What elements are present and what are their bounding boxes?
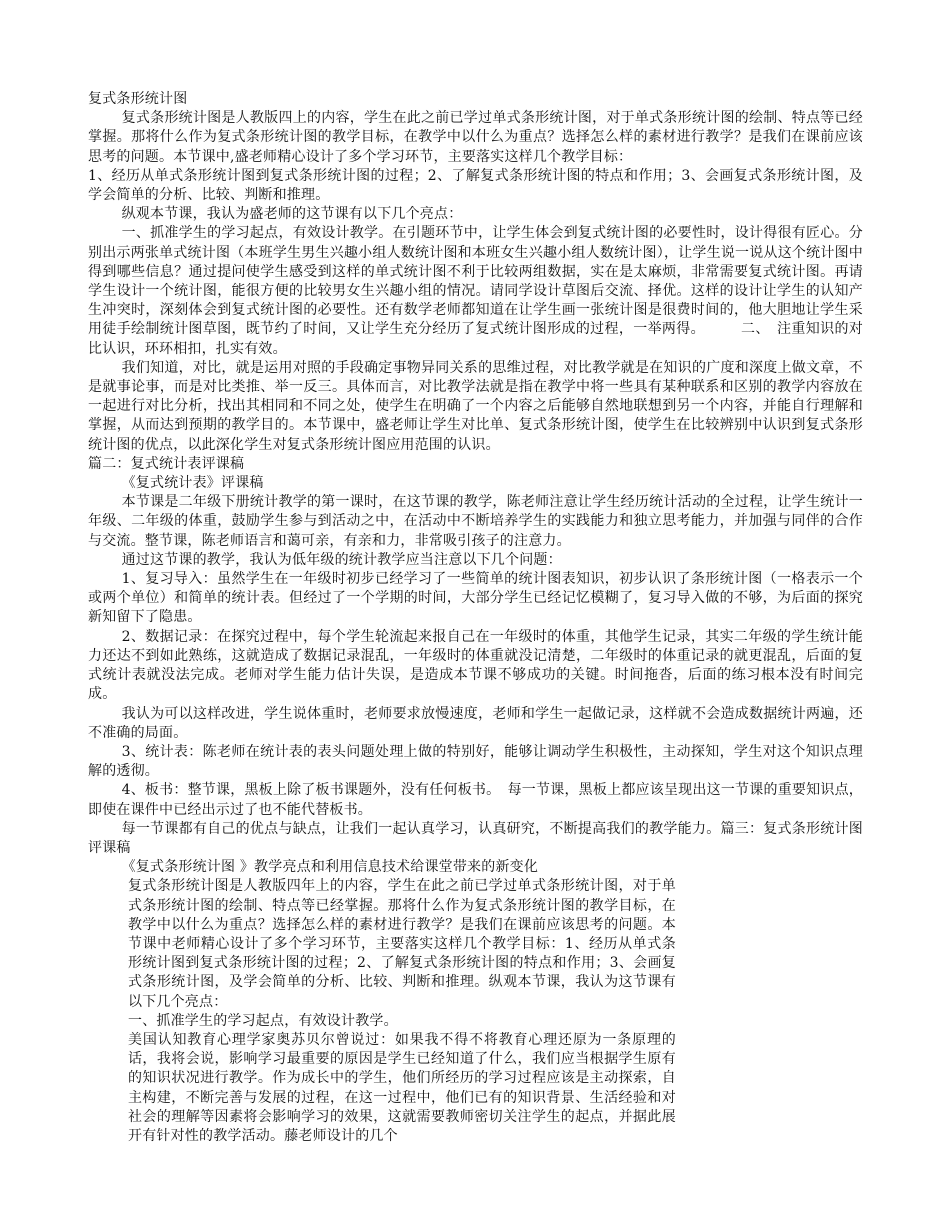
paragraph: 1、经历从单式条形统计图到复式条形统计图的过程；2、了解复式条形统计图的特点和作用；3、会画复式条形统计图，及学会简单的分析、比较、判断和推理。 — [88, 167, 863, 204]
paragraph: 本节课是二年级下册统计教学的第一课时，在这节课的教学，陈老师注意让学生经历统计活动的全过程，让学生统计一年级、二年级的体重，鼓励学生参与到活动之中，在活动中不断培养学生的实践能力和独立思考能力，并加强与同伴的合作与交流。整节课，陈老师语言和蔼可亲，有亲和力，非常吸引孩子的注意力。 — [88, 494, 863, 549]
paragraph: 美国认知教育心理学家奥苏贝尔曾说过：如果我不得不将教育心理还原为一条原理的话，我将会说，影响学习最重要的原因是学生已经知道了什么，我们应当根据学生原有的知识状况进行教学。作为成长中的学生，他们所经历的学习过程应该是主动探索，自主构建，不断完善与发展的过程，在这一过程中，他们已有的知识背景、生活经验和对社会的理解等因素将会影响学习的效果，这就需要教师密切关注学生的起点，并据此展开有针对性的教学活动。藤老师设计的几个 — [128, 1031, 676, 1144]
paragraph: 3、统计表：陈老师在统计表的表头问题处理上做的特别好，能够让调动学生积极性，主动探知，学生对这个知识点理解的透彻。 — [88, 743, 863, 780]
section-title: 篇二：复式统计表评课稿 — [88, 455, 245, 472]
paragraph: 2、数据记录：在探究过程中，每个学生轮流起来报自己在一年级时的体重，其他学生记录，其实二年级的学生统计能力还达不到如此熟练，这就造成了数据记录混乱，一年级时的体重就没记清楚，二年级时的体重记录的就更混乱，后面的复式统计表就没法完成。老师对学生能力估计失误，是造成本节课不够成功的关键。时间拖沓，后面的练习根本没有时间完成。 — [88, 628, 863, 703]
section-subtitle: 《复式条形统计图 》教学亮点和利用信息技术给课堂带来的新变化 — [121, 859, 539, 876]
paragraph: 一、抓准学生的学习起点，有效设计教学。在引题环节中，让学生体会到复式统计图的必要性时，设计得很有匠心。分别出示两张单式统计图（本班学生男生兴趣小组人数统计图和本班女生兴趣小组人数统计图），让学生说一说从这个统计图中得到哪些信息？通过提问使学生感受到这样的单式统计图不利于比较两组数据，实在是太麻烦，非常需要复式统计图。再请学生设计一个统计图，能很方便的比较男女生兴趣小组的情况。请同学设计草图后交流、择优。这样的设计让学生的认知产生冲突时，深刻体会到复式统计图的必要性。还有数学老师都知道在让学生画一张统计图是很费时间的，他大胆地让学生采用徒手绘制统计图草图，既节约了时间，又让学生充分经历了复式统计图形成的过程，一举两得。 二、 注重知识的对比认识，环环相扣，扎实有效。 — [88, 225, 863, 357]
paragraph: 我们知道，对比，就是运用对照的手段确定事物异同关系的思维过程，对比教学就是在知识的广度和深度上做文章，不是就事论事，而是对比类推、举一反三。具体而言，对比教学法就是指在教学中将一些具有某种联系和区别的教学内容放在一起进行对比分析，找出其相同和不同之处，使学生在明确了一个内容之后能够自然地联想到另一个内容，并能自行理解和掌握，从而达到预期的教学目的。本节课中，盛老师让学生对比单、复式条形统计图，使学生在比较辨别中认识到复式条形统计图的优点，以此深化学生对复式条形统计图应用范围的认识。 — [88, 359, 863, 453]
paragraph: 每一节课都有自己的优点与缺点，让我们一起认真学习，认真研究，不断提高我们的教学能力。篇三：复式条形统计图评课稿 — [88, 820, 863, 856]
paragraph: 纵观本节课，我认为盛老师的这节课有以下几个亮点： — [121, 206, 463, 223]
doc-title: 复式条形统计图 — [88, 91, 188, 107]
paragraph: 我认为可以这样改进，学生说体重时，老师要求放慢速度，老师和学生一起做记录，这样就不会造成数据统计两遍，还不准确的局面。 — [88, 705, 863, 741]
section-subtitle: 《复式统计表》评课稿 — [121, 475, 264, 492]
document-page — [88, 90, 863, 1146]
paragraph: 1、复习导入：虽然学生在一年级时初步已经学习了一些简单的统计图表知识，初步认识了条形统计图（一格表示一个或两个单位）和简单的统计表。但经过了一个学期的时间，大部分学生已经记忆模糊了，复习导入做的不够，为后面的探究新知留下了隐患。 — [88, 571, 863, 626]
paragraph: 复式条形统计图是人教版四年上的内容，学生在此之前已学过单式条形统计图，对于单式条形统计图的绘制、特点等已经掌握。那将什么作为复式条形统计图的教学目标，在教学中以什么为重点？选择怎么样的素材进行教学？是我们在课前应该思考的问题。本节课中老师精心设计了多个学习环节，主要落实这样几个教学目标：1、经历从单式条形统计图到复式条形统计图的过程；2、了解复式条形统计图的特点和作用；3、会画复式条形统计图，及学会简单的分析、比较、判断和推理。纵观本节课，我认为这节课有以下几个亮点： — [128, 878, 676, 1010]
paragraph: 复式条形统计图是人教版四上的内容，学生在此之前已学过单式条形统计图，对于单式条形统计图的绘制、特点等已经掌握。那将什么作为复式条形统计图的教学目标，在教学中以什么为重点？选择怎么样的素材进行教学？是我们在课前应该思考的问题。本节课中,盛老师精心设计了多个学习环节，主要落实这样几个教学目标： — [88, 110, 863, 165]
paragraph: 一、抓准学生的学习起点，有效设计教学。 — [128, 1012, 398, 1029]
paragraph: 4、板书：整节课，黑板上除了板书课题外，没有任何板书。 每一节课，黑板上都应该呈现出这一节课的重要知识点，即使在课件中已经出示过了也不能代替板书。 — [88, 782, 863, 818]
paragraph: 通过这节课的教学，我认为低年级的统计教学应当注意以下几个问题： — [121, 551, 562, 568]
